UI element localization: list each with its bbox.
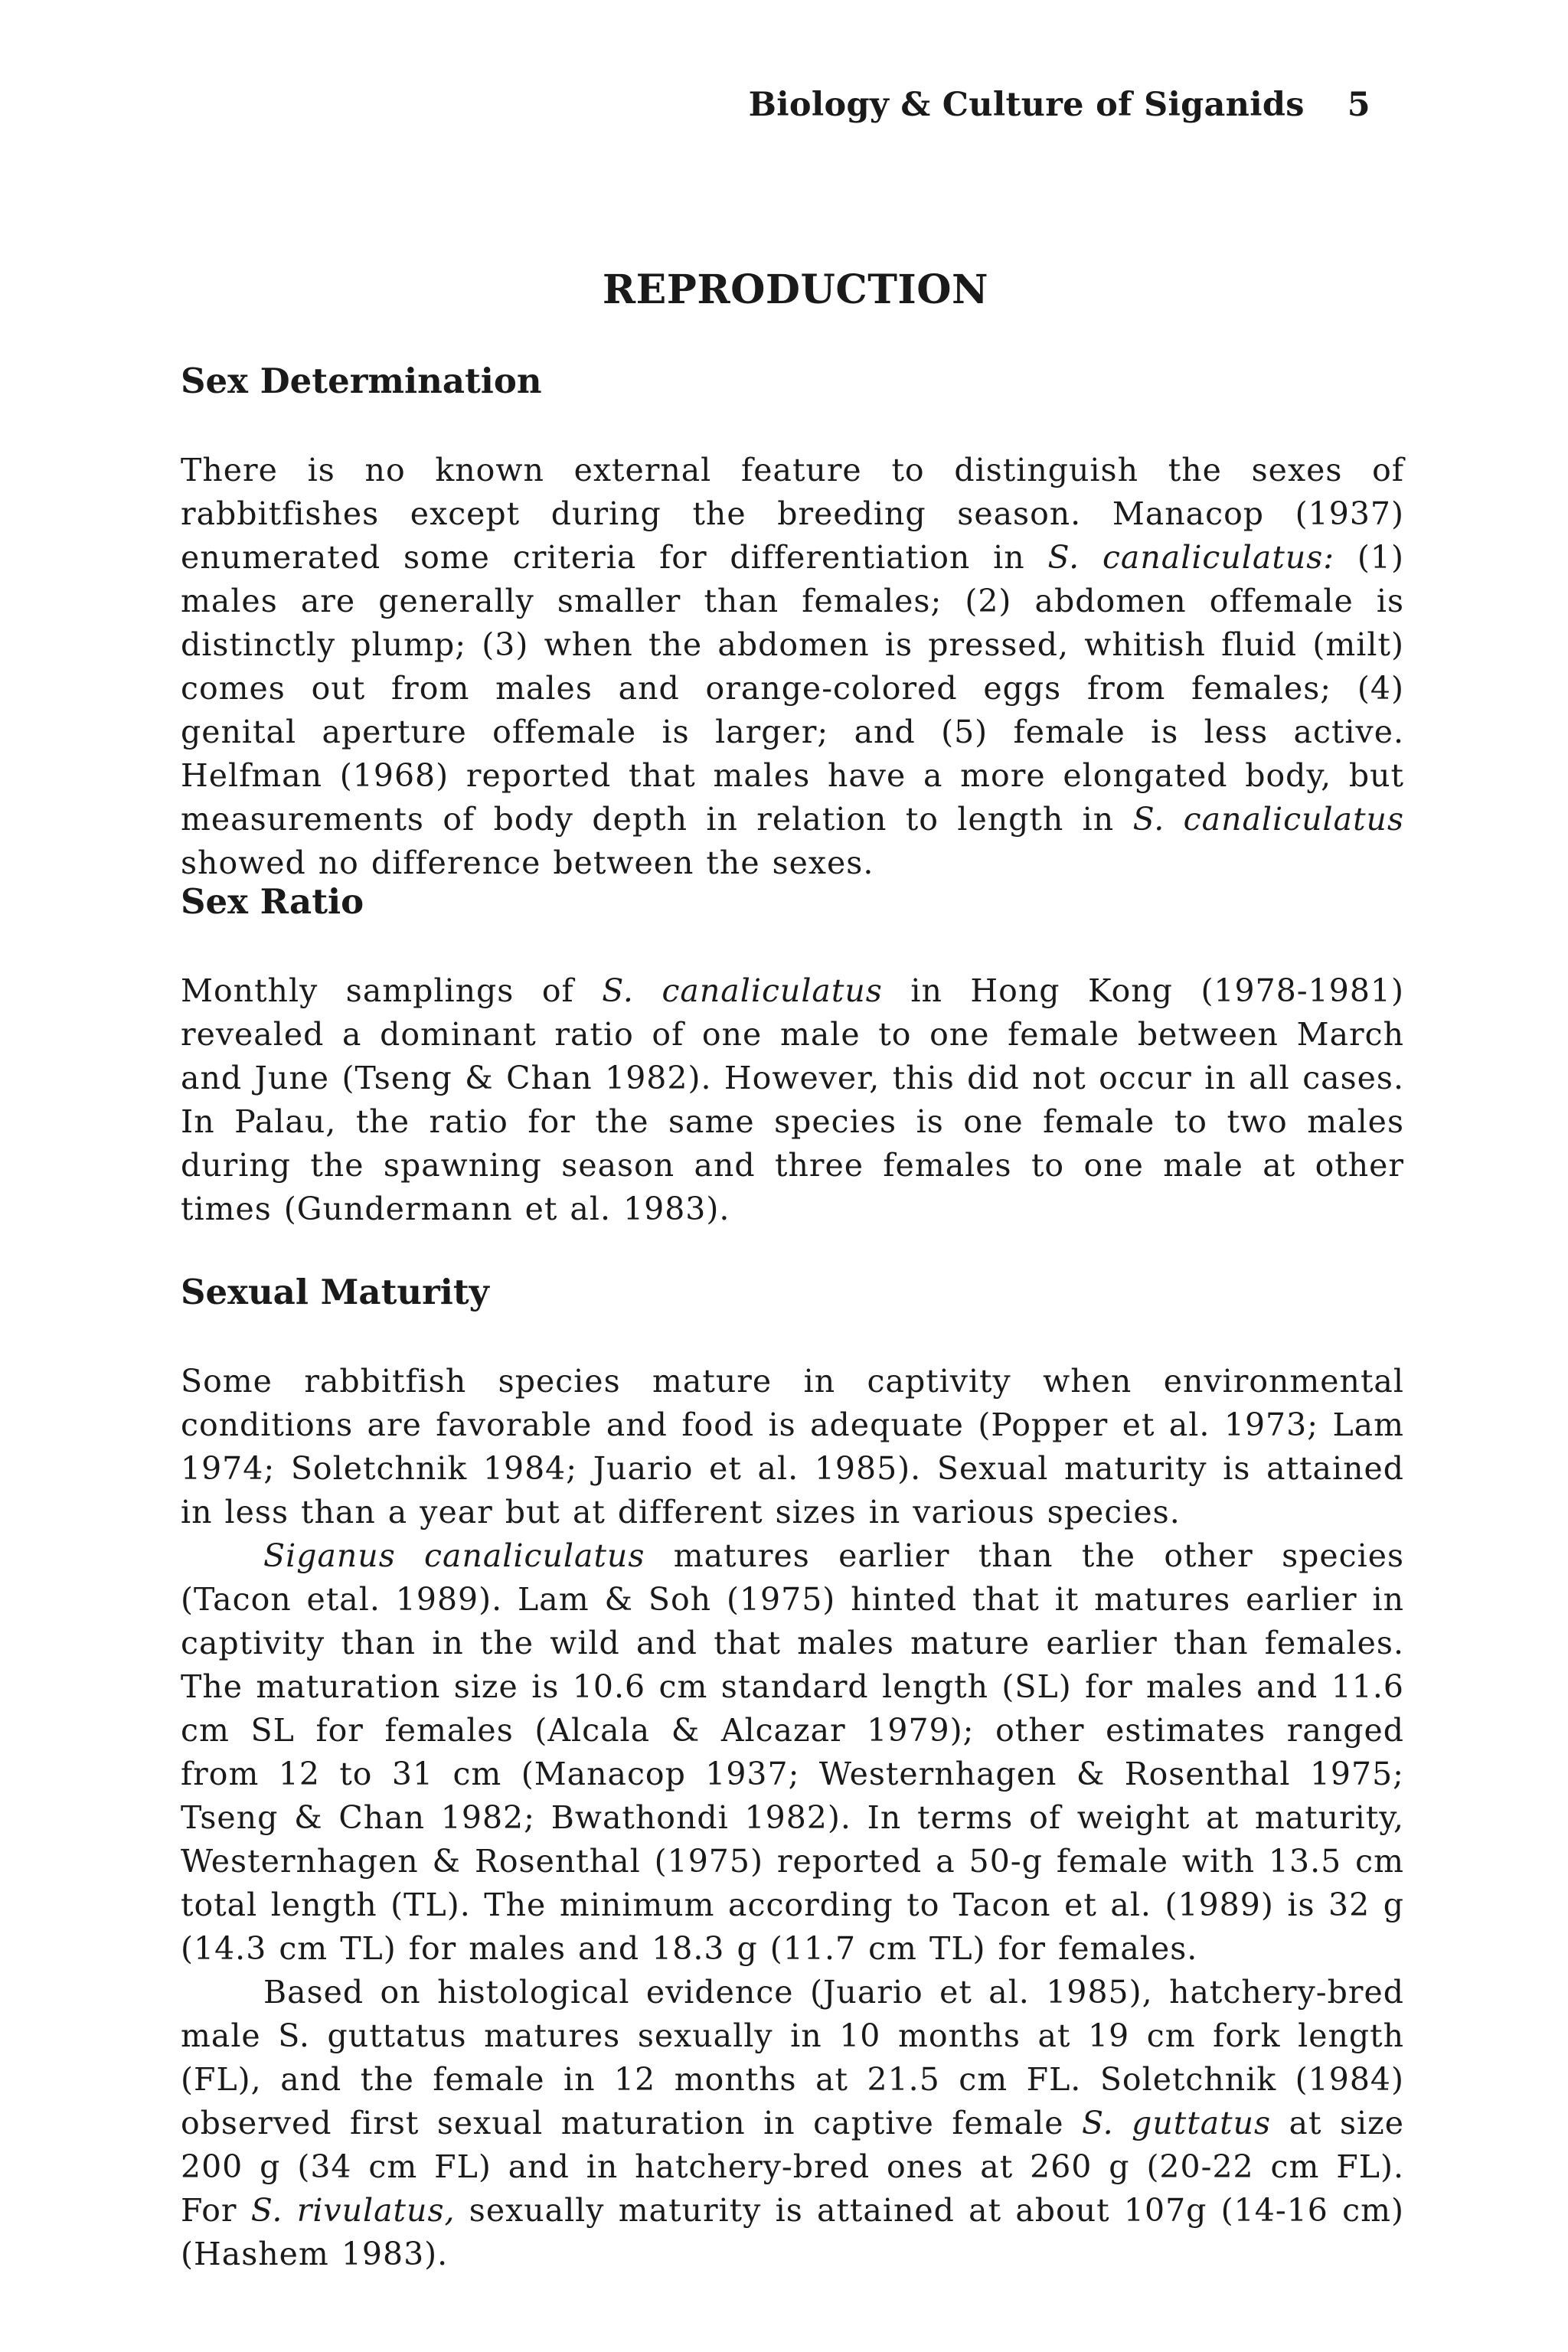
page-number: 5 — [1347, 86, 1370, 124]
running-head — [749, 86, 1370, 124]
section-sex-determination — [181, 360, 1404, 885]
paragraph: Siganus canaliculatus matures earlier than the other species (Tacon etal. 1989). Lam & Soh (1975) hinted that it matures earlier in captivity than in the wild and that males mature earlier than females. The maturation size is 10.6 cm standard length (SL) for males and 11.6 cm SL for females (Alcala & Alcazar 1979); other estimates ranged from 12 to 31 cm (Manacop 1937; Westernhagen & Rosenthal 1975; Tseng & Chan 1982; Bwathondi 1982). In terms of weight at maturity, Westernhagen & Rosenthal (1975) reported a 50-g female with 13.5 cm total length (TL). The minimum according to Tacon et al. (1989) is 32 g (14.3 cm TL) for males and 18.3 g (11.7 cm TL) for females. — [181, 1537, 1404, 1967]
section-heading: Sex Determination — [181, 361, 542, 401]
section-sexual-maturity — [181, 1271, 1404, 2276]
species-name: Siganus canaliculatus — [263, 1537, 645, 1574]
species-name: S. canaliculatus — [602, 972, 883, 1009]
species-name: S. canaliculatus: — [1047, 539, 1335, 576]
chapter-title: REPRODUCTION — [602, 266, 989, 313]
paragraph: Some rabbitfish species mature in captivity when environmental conditions are favorable and food is adequate (Popper et al. 1973; Lam 1974; Soletchnik 1984; Juario et al. 1985). Sexual maturity is attained in less than a year but at different sizes in various species. — [181, 1363, 1404, 1530]
species-name: S. canaliculatus — [1132, 801, 1404, 838]
section-heading: Sexual Maturity — [181, 1272, 489, 1312]
species-name: S. rivulatus, — [250, 2192, 456, 2229]
section-sex-ratio — [181, 880, 1404, 1231]
section-heading: Sex Ratio — [181, 881, 364, 922]
species-name: S. guttatus — [1081, 2105, 1272, 2141]
paragraph: Based on histological evidence (Juario et al. 1985), hatchery-bred male S. guttatus matures sexually in 10 months at 19 cm fork length (FL), and the female in 12 months at 21.5 cm FL. Soletchnik (1984) observed first sexual maturation in captive female S. guttatus at size 200 g (34 cm FL) and in hatchery-bred ones at 260 g (20-22 cm FL). For S. rivulatus, sexually maturity is attained at about 107g (14-16 cm) (Hashem 1983). — [181, 1974, 1404, 2272]
paragraph: There is no known external feature to distinguish the sexes of rabbitfishes except during the breeding season. Manacop (1937) enumerated some criteria for differentiation in S. canaliculatus: (1) males are generally smaller than females; (2) abdomen offemale is distinctly plump; (3) when the abdomen is pressed, whitish fluid (milt) comes out from males and orange-colored eggs from females; (4) genital aperture offemale is larger; and (5) female is less active. Helfman (1968) reported that males have a more elongated body, but measurements of body depth in relation to length in S. canaliculatus showed no difference between the sexes. — [181, 452, 1404, 881]
running-title: Biology & Culture of Siganids — [748, 86, 1305, 124]
paragraph: Monthly samplings of S. canaliculatus in Hong Kong (1978-1981) revealed a dominant ratio of one male to one female between March and June (Tseng & Chan 1982). However, this did not occur in all cases. In Palau, the ratio for the same species is one female to two males during the spawning season and three females to one male at other times (Gundermann et al. 1983). — [181, 972, 1404, 1227]
